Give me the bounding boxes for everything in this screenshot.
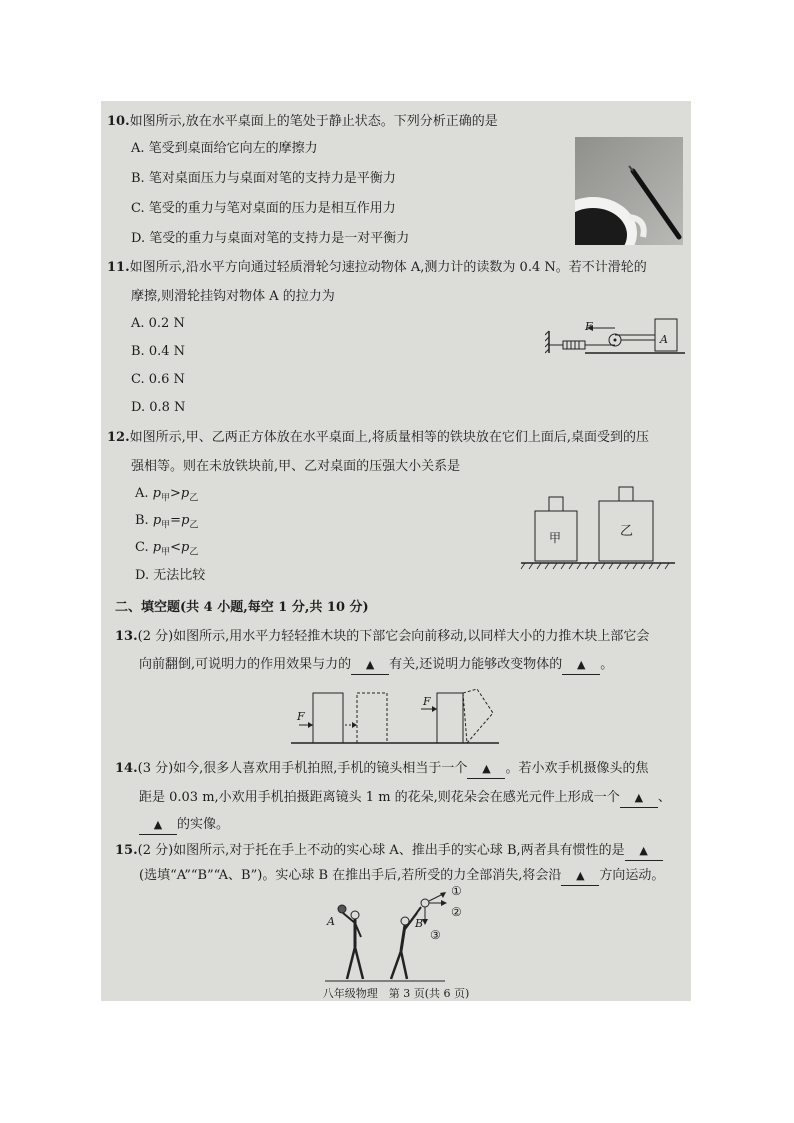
q12-p-symbol: p	[181, 540, 190, 555]
q14-line3	[139, 816, 229, 835]
q14-answer-blank-3[interactable]: ▲	[139, 816, 177, 835]
q15-answer-blank-1[interactable]: ▲	[625, 842, 663, 861]
q15-direction-2: ②	[451, 905, 462, 919]
q14-text-2a: 距是 0.03 m,小欢用手机拍摄距离镜头 1 m 的花朵,则花朵会在感光元件上形成一个	[139, 790, 620, 805]
q12-cube-jia-label: 甲	[549, 531, 562, 545]
q12-option-b-rel: =	[170, 513, 182, 528]
q14-text-1a: (3 分)如今,很多人喜欢用手机拍照,手机的镜头相当于一个	[137, 761, 468, 776]
q13-line1	[115, 628, 649, 646]
q11-stem-text-1: 如图所示,沿水平方向通过轻质滑轮匀速拉动物体 A,测力计的读数为 0.4 N。若不计滑轮的	[129, 260, 647, 275]
q10-option-a: A. 笔受到桌面给它向左的摩擦力	[131, 141, 318, 156]
q13-force-label-1: F	[297, 710, 305, 723]
q11-stem-line1	[107, 259, 647, 277]
q15-line1	[115, 842, 663, 861]
q15-ball-b-label: B	[415, 917, 424, 930]
q14-number: 14.	[115, 761, 138, 776]
q12-option-b	[135, 512, 198, 535]
q12-sub-yi: 乙	[189, 520, 199, 531]
q15-line2	[139, 867, 664, 886]
q12-p-symbol: p	[180, 486, 190, 501]
q13-text-2c: 。	[600, 657, 614, 672]
q12-option-b-prefix: B.	[135, 513, 153, 528]
q11-option-d: D. 0.8 N	[131, 400, 186, 415]
q13-force-label-2: F	[423, 695, 431, 708]
q12-option-a-prefix: A.	[135, 486, 153, 501]
q14-text-2b: 、	[657, 790, 671, 805]
q10-photo-pen-cup	[575, 137, 683, 245]
q12-sub-jia: 甲	[161, 547, 171, 558]
q11-option-a: A. 0.2 N	[131, 316, 185, 331]
q15-number: 15.	[115, 843, 138, 858]
q12-option-c-rel: <	[170, 540, 181, 555]
q13-blocks-figure	[291, 685, 501, 747]
q11-block-label: A	[660, 333, 668, 346]
q13-number: 13.	[115, 629, 138, 644]
q13-line2	[139, 656, 613, 675]
q14-text-3b: 的实像。	[177, 817, 230, 832]
section-fill-in: 二、填空题(共 4 小题,每空 1 分,共 10 分)	[115, 600, 369, 615]
q14-answer-blank-1[interactable]: ▲	[467, 760, 505, 779]
q15-answer-blank-2[interactable]: ▲	[561, 867, 599, 886]
page-footer: 八年级物理 第 3 页(共 6 页)	[322, 987, 470, 1000]
q11-option-b: B. 0.4 N	[131, 344, 185, 359]
q12-sub-jia: 甲	[160, 493, 170, 504]
q12-cubes-figure	[519, 483, 677, 575]
q12-sub-yi: 乙	[189, 547, 199, 558]
q12-option-c-prefix: C.	[135, 540, 153, 555]
q11-number: 11.	[107, 260, 130, 275]
q12-option-d: D. 无法比较	[135, 568, 206, 583]
q12-p-symbol: p	[152, 513, 162, 528]
q10-stem-text: 如图所示,放在水平桌面上的笔处于静止状态。下列分析正确的是	[129, 114, 498, 129]
exam-page	[101, 101, 691, 1001]
q13-answer-blank-1[interactable]: ▲	[351, 656, 389, 675]
q13-text-1: (2 分)如图所示,用水平力轻轻推木块的下部它会向前移动,以同样大小的力推木块上部它会	[137, 629, 650, 644]
q12-number: 12.	[107, 430, 130, 445]
q10-option-b: B. 笔对桌面压力与桌面对笔的支持力是平衡力	[131, 171, 396, 186]
q15-direction-1: ①	[451, 884, 462, 898]
q15-text-2b: 方向运动。	[599, 868, 665, 883]
q14-text-1b: 。若小欢手机摄像头的焦	[505, 761, 649, 776]
q12-option-a-rel: >	[170, 486, 181, 501]
q13-text-2b: 有关,还说明力能够改变物体的	[389, 657, 563, 672]
q13-text-2a: 向前翻倒,可说明力的作用效果与力的	[139, 657, 352, 672]
q12-p-symbol: p	[181, 513, 190, 528]
q14-answer-blank-2[interactable]: ▲	[620, 789, 658, 808]
q12-option-a	[135, 485, 198, 508]
q12-stem-line1	[107, 429, 649, 447]
q14-line1	[115, 760, 648, 779]
q15-direction-3: ③	[430, 928, 441, 942]
q14-line2	[139, 789, 671, 808]
q13-answer-blank-2[interactable]: ▲	[562, 656, 600, 675]
q12-cube-yi-label: 乙	[620, 524, 634, 539]
q10-stem	[107, 113, 498, 131]
q10-option-d: D. 笔受的重力与桌面对笔的支持力是一对平衡力	[131, 231, 410, 246]
q10-option-c: C. 笔受的重力与笔对桌面的压力是相互作用力	[131, 201, 396, 216]
q12-sub-yi: 乙	[189, 493, 199, 504]
q12-sub-jia: 甲	[161, 520, 171, 531]
q12-p-symbol: p	[152, 540, 162, 555]
q11-stem-line2: 摩擦,则滑轮挂钩对物体 A 的拉力为	[131, 289, 335, 304]
q15-text-2a: (选填“A”“B”“A、B”)。实心球 B 在推出手后,若所受的力全部消失,将会沿	[139, 868, 562, 883]
q12-option-c	[135, 539, 198, 562]
q11-option-c: C. 0.6 N	[131, 372, 185, 387]
q12-stem-text-1: 如图所示,甲、乙两正方体放在水平桌面上,将质量相等的铁块放在它们上面后,桌面受到的压	[129, 430, 650, 445]
q15-ball-a-label: A	[327, 915, 335, 928]
q11-force-label: F	[585, 320, 593, 333]
q10-number: 10.	[107, 114, 130, 129]
q12-stem-line2: 强相等。则在未放铁块前,甲、乙对桌面的压强大小关系是	[131, 459, 461, 474]
q12-p-symbol: p	[152, 486, 161, 501]
q15-text-1a: (2 分)如图所示,对于托在手上不动的实心球 A、推出手的实心球 B,两者具有惯性的是	[137, 843, 625, 858]
